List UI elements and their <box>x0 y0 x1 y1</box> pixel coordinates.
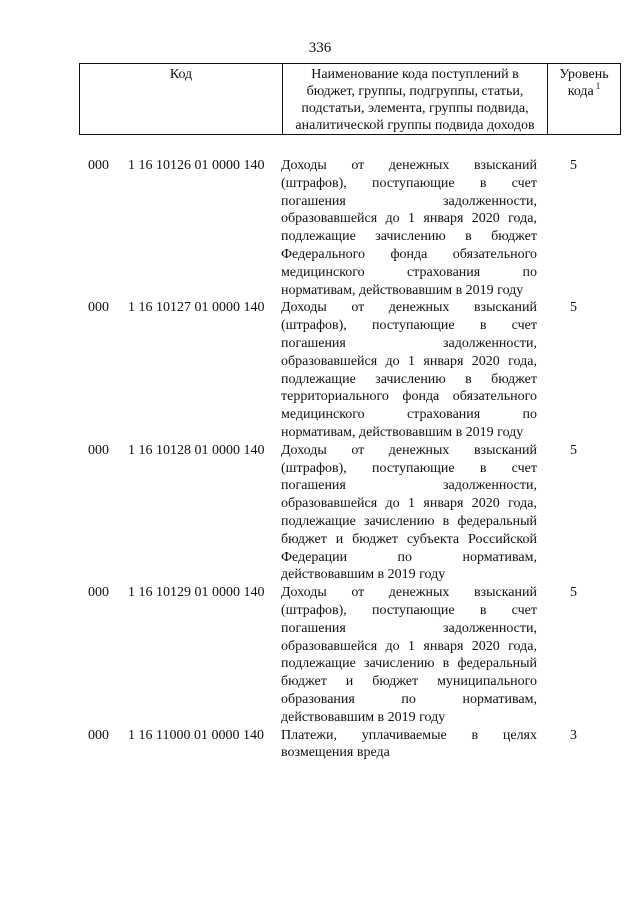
footnote-mark: 1 <box>595 81 601 92</box>
row-level: 5 <box>570 585 577 601</box>
row-prefix: 000 <box>88 158 109 173</box>
table-row <box>0 727 640 763</box>
row-name-line: подлежащие зачислению в бюджет <box>281 371 537 387</box>
row-prefix: 000 <box>88 300 109 316</box>
row-name-line: Доходы от денежных взысканий <box>281 442 537 458</box>
row-name-line: (штрафов), поступающие в счет <box>281 175 537 191</box>
row-name <box>281 442 537 584</box>
row-name-line: территориального фонда обязательного <box>281 389 537 405</box>
row-name-line: образовавшейся до 1 января 2020 года, <box>281 638 537 654</box>
header-level <box>548 64 621 135</box>
table-row <box>0 442 640 584</box>
table-header <box>79 63 621 135</box>
header-name-line: бюджет, группы, подгруппы, статьи, <box>306 84 524 99</box>
table-row <box>0 584 640 726</box>
row-name-line: медицинского страхования по <box>281 264 537 280</box>
row-name-line: нормативам, действовавшим в 2019 году <box>281 282 524 298</box>
row-level: 3 <box>570 727 577 743</box>
header-name-line: Наименование кода поступлений в <box>311 67 519 82</box>
row-prefix: 000 <box>88 585 109 601</box>
row-name <box>281 727 537 763</box>
row-name-line: Доходы от денежных взысканий <box>281 300 537 316</box>
header-level-word: кода <box>567 84 594 99</box>
header-level-line: Уровень <box>559 67 609 82</box>
row-name-line: погашения задолженности, <box>281 193 537 209</box>
header-name <box>283 64 548 135</box>
row-name-line: Федерального фонда обязательного <box>281 246 537 262</box>
row-code: 1 16 10128 01 0000 140 <box>128 442 265 458</box>
row-name-line: погашения задолженности, <box>281 335 537 351</box>
row-name-line: (штрафов), поступающие в счет <box>281 460 537 476</box>
row-name-line: действовавшим в 2019 году <box>281 709 446 725</box>
row-code: 1 16 10126 01 0000 140 <box>128 158 265 173</box>
row-name-line: образовавшейся до 1 января 2020 года, <box>281 496 537 512</box>
header-code: Код <box>80 64 283 135</box>
row-name-line: подлежащие зачислению в федеральный <box>281 656 537 672</box>
table-body <box>0 157 640 762</box>
row-level: 5 <box>570 300 577 316</box>
row-prefix: 000 <box>88 442 109 458</box>
row-code: 1 16 11000 01 0000 140 <box>128 727 264 743</box>
table-row <box>0 157 640 299</box>
row-level: 5 <box>570 158 577 173</box>
table-row <box>0 299 640 441</box>
row-name <box>281 299 537 441</box>
row-level: 5 <box>570 442 577 458</box>
row-name-line: (штрафов), поступающие в счет <box>281 602 537 618</box>
header-name-line: аналитической группы подвида доходов <box>295 118 535 133</box>
row-name-line: погашения задолженности, <box>281 620 537 636</box>
row-name <box>281 157 537 299</box>
row-name-line: бюджет и бюджет субъекта Российской <box>281 531 537 547</box>
row-name-line: образования по нормативам, <box>281 691 537 707</box>
row-name-line: медицинского страхования по <box>281 407 537 423</box>
header-name-line: подстатьи, элемента, группы подвида, <box>301 101 529 116</box>
row-name-line: действовавшим в 2019 году <box>281 567 446 583</box>
row-name-line: образовавшейся до 1 января 2020 года, <box>281 211 537 227</box>
row-name-line: Платежи, уплачиваемые в целях <box>281 727 537 743</box>
row-prefix: 000 <box>88 727 109 743</box>
row-name-line: бюджет и бюджет муниципального <box>281 674 537 690</box>
row-name-line: образовавшейся до 1 января 2020 года, <box>281 353 537 369</box>
row-name-line: Доходы от денежных взысканий <box>281 585 537 601</box>
row-name-line: погашения задолженности, <box>281 478 537 494</box>
row-name-line: Доходы от денежных взысканий <box>281 158 537 173</box>
row-name-line: подлежащие зачислению в федеральный <box>281 513 537 529</box>
row-code: 1 16 10129 01 0000 140 <box>128 585 265 601</box>
row-name-line: подлежащие зачислению в бюджет <box>281 229 537 245</box>
page-number: 336 <box>308 40 332 56</box>
row-name-line: нормативам, действовавшим в 2019 году <box>281 424 524 440</box>
row-name-line: (штрафов), поступающие в счет <box>281 318 537 334</box>
row-name <box>281 584 537 726</box>
header-level-line2 <box>551 83 617 100</box>
row-name-line: Федерации по нормативам, <box>281 549 537 565</box>
row-name-line: возмещения вреда <box>281 745 390 761</box>
row-code: 1 16 10127 01 0000 140 <box>128 300 265 316</box>
